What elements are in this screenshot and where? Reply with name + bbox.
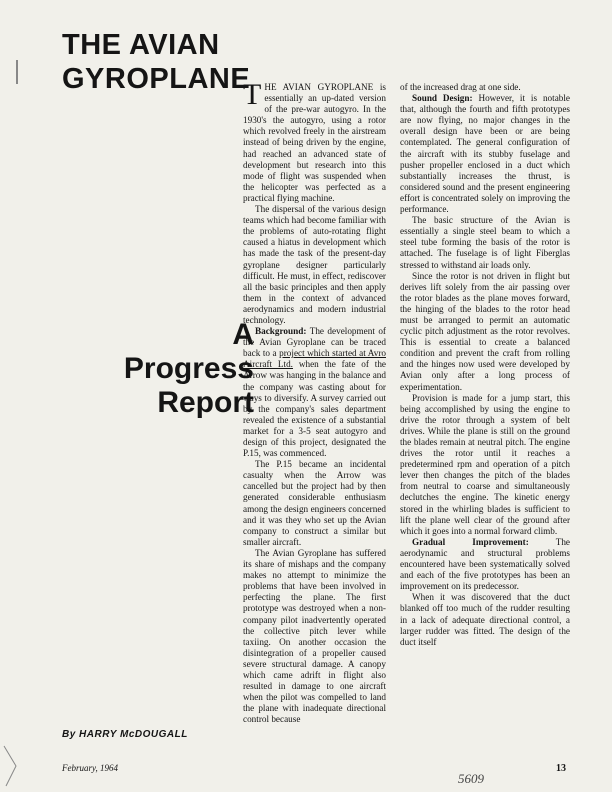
paragraph-continued: of the increased drag at one side. [400,82,521,92]
paragraph-p15: The P.15 became an incidental casualty when the Arrow was cancelled but the project had by then generated considerable enthusiasm among the design engineers concerned and it was they who set up the Avian company to construct a similar but smaller aircraft. [243,459,386,547]
paragraph-rotor: Since the rotor is not driven in flight but derives lift solely from the air passing over the rotor blades as the plane moves forward, the hinging of the blades to the rotor head must be arranged to permit an automatic cyclic pitch adjustment as the rotor revolves. This is essential to create a balanced condition and prevent the craft from rolling and the hinges now used were developed by Avian only after a long process of experimentation. [400,270,570,392]
margin-pencil-mark [16,60,18,84]
title-line-1: THE AVIAN [62,29,220,61]
paragraph-intro-text: HE AVIAN GYROPLANE is essentially an up-dated version of the pre-war autogyro. In the 1930's the autogyro, using a rotor which revolved freely in the airstream instead of being driven by the engine, had reached an advanced state of development but research into this mode of flight was suspended when the helicopter was perfected as a practical flying machine. [243,82,386,203]
subtitle-line-3: Report [157,386,254,419]
body-column-1 [243,78,386,725]
underlined-phrase: project which started at Avro Aircraft Ltd. [243,348,386,370]
title-line-2: GYROPLANE [62,63,251,95]
paragraph-duct: When it was discovered that the duct blanked off too much of the rudder resulting in a lack of adequate directional control, a larger rudder was fitted. The design of the duct itself [400,592,570,647]
section-head-background: Background: [255,326,307,337]
paragraph-gradual-improvement-text: The aerodynamic and structural problems encountered have been systematically solved and each of the five prototypes has been an improvement on its predecessor. [400,536,570,592]
corner-pencil-mark [2,744,22,788]
page-number: 13 [556,763,566,774]
paragraph-mishaps: The Avian Gyroplane has suffered its share of mishaps and the company makes no attempt to minimize the problems that have been involved in perfecting the plane. The first prototype was destroyed when a non-company pilot inadvertently operated the collective pitch lever while taxiing. On another occasion the disintegration of a propeller caused severe structural damage. A canopy which came adrift in flight also resulted in damage to one aircraft when the pilot was compelled to land the plane with inadequate directional control because [243,547,386,725]
paragraph-jump-start: Provision is made for a jump start, this being accomplished by using the engine to drive the rotor through a system of belt drives. While the plane is still on the ground the blades remain at neutral pitch. The engine drives the rotor until it reaches a predetermined rpm and operation of a pitch lever then changes the pitch of the blades from neutral to coarse and simultaneously declutches the engine. The kinetic energy stored in the whirling blades is sufficient to lift the plane well clear of the ground after which it goes into a normal forward climb. [400,392,570,536]
subtitle-line-1: A [232,318,254,351]
paragraph-background-b: when the fate of the Arrow was hanging in the balance and the company was casting about for ways to diversify. A survey carried out by the company's sales department revealed the existence of a substantial market for a 3-5 seat autogyro and design of this project, designated the P.15, was commenced. [243,359,386,459]
section-head-sound-design: Sound Design: [412,93,473,104]
handwritten-note: 5609 [458,771,484,786]
body-column-2 [400,82,570,648]
article-title [62,28,250,96]
drop-cap: T [243,78,262,111]
paragraph-structure: The basic structure of the Avian is essentially a single steel beam to which a steel tube forming the basis of the rotor is attached. The fuselage is of light Fiberglas stressed to withstand air loads only. [400,215,570,270]
paragraph-background [243,326,386,459]
paragraph-gradual-improvement [400,537,570,592]
paragraph-intro [243,78,386,204]
paragraph-sound-design [400,93,570,215]
subtitle-line-2: Progress [123,352,254,385]
byline: By HARRY McDOUGALL [62,729,188,740]
paragraph-dispersal: The dispersal of the various design teams which had become familiar with the problems of auto-rotating flight caused a hiatus in development which has made the task of the present-day gyroplane designer particularly difficult. He must, in effect, rediscover all the basic principles and then apply them in the context of advanced aerodynamics and modern industrial technology. [243,204,386,325]
paragraph-sound-design-text: However, it is notable that, although the fourth and fifth prototypes are now flying, no major changes in the overall design have been or are being contemplated. The general configuration of the aircraft with its stubby fuselage and pusher propeller enclosed in a duct which substantially increases the thrust, is considered sound and the present engineering effort is concentrated solely on improving the performance. [400,93,570,215]
footer-date: February, 1964 [62,763,118,773]
article-subtitle [60,318,254,420]
section-head-gradual-improvement: Gradual Improvement: [412,536,529,547]
paragraph-background-a: The development of the Avian Gyroplane can be traced back to a [243,326,386,359]
